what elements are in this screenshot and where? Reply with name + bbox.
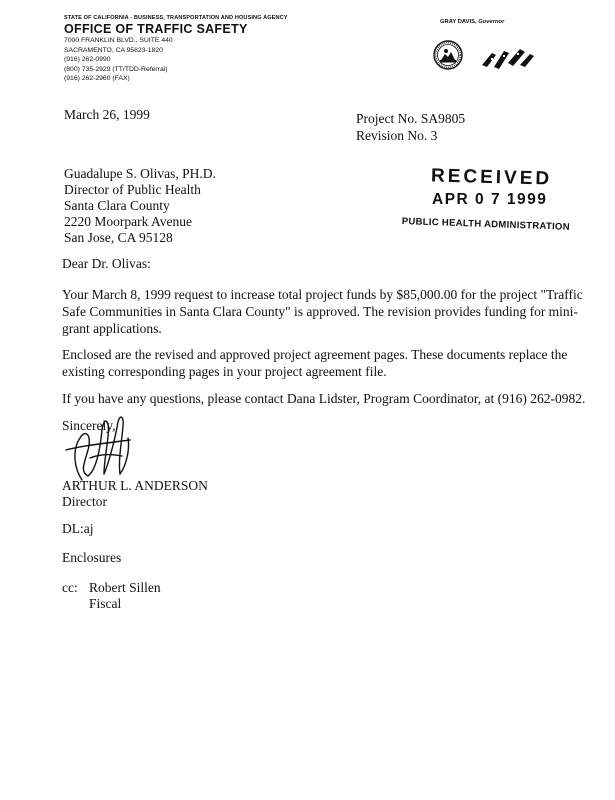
paragraph-line: grant applications.	[62, 321, 162, 336]
letterhead-address	[64, 36, 173, 84]
recipient-title: Director of Public Health	[64, 182, 201, 197]
recipient-name: Guadalupe S. Olivas, PH.D.	[64, 166, 216, 181]
body-paragraph	[62, 390, 586, 407]
recipient-address	[64, 166, 216, 246]
salutation: Dear Dr. Olivas:	[62, 256, 151, 271]
signer-title: Director	[62, 494, 107, 509]
office-name: OFFICE OF TRAFFIC SAFETY	[64, 22, 248, 36]
closing: Sincerely,	[62, 418, 116, 433]
address-line: SACRAMENTO, CA 95823-1820	[64, 46, 163, 54]
typist-initials: DL:aj	[62, 521, 94, 536]
paragraph-line: Enclosed are the revised and approved project agreement pages. These documents replace the	[62, 347, 568, 362]
received-stamp-org: PUBLIC HEALTH ADMINISTRATION	[401, 216, 571, 233]
project-number: Project No. SA9805	[356, 111, 466, 126]
received-stamp: RECEIVED	[430, 165, 553, 190]
cc-recipient: Fiscal	[89, 596, 122, 611]
paragraph-line: existing corresponding pages in your project agreement file.	[62, 364, 387, 379]
received-stamp-date: APR 0 7 1999	[432, 191, 548, 208]
body-paragraph	[62, 286, 583, 337]
letter-date: March 26, 1999	[64, 107, 150, 122]
governor-line	[440, 19, 504, 25]
body-paragraph	[62, 346, 572, 380]
paragraph-line: If you have any questions, please contact Dana Lidster, Program Coordinator, at (916) 262-0982.	[62, 391, 586, 406]
agency-line: STATE OF CALIFORNIA - BUSINESS, TRANSPORTATION AND HOUSING AGENCY	[64, 15, 288, 21]
phone-line: (916) 262-0990	[64, 56, 111, 64]
address-line: 7000 FRANKLIN BLVD., SUITE 440	[64, 37, 173, 44]
recipient-street: 2220 Moorpark Avenue	[64, 214, 192, 229]
cc-recipient: Robert Sillen	[89, 580, 161, 595]
recipient-organization: Santa Clara County	[64, 198, 170, 213]
governor-title: Governor	[478, 19, 505, 25]
state-seal-icon	[433, 40, 463, 70]
recipient-city: San Jose, CA 95128	[64, 230, 173, 245]
enclosures-note: Enclosures	[62, 550, 122, 565]
cc-label: cc:	[62, 580, 78, 595]
governor-name: GRAY DAVIS,	[440, 19, 479, 25]
revision-number: Revision No. 3	[356, 128, 438, 143]
paragraph-line: Your March 8, 1999 request to increase total project funds by $85,000.00 for the project "Traffic	[62, 287, 583, 302]
paragraph-line: Safe Communities in Santa Clara County" is approved. The revision provides funding for mini-	[62, 304, 578, 319]
fax-line: (916) 262-2960 (FAX)	[64, 75, 130, 83]
phone-line: (800) 735-2929 (TT/TDD-Referral)	[64, 65, 168, 73]
ots-logo-icon	[478, 45, 538, 71]
signer-name: ARTHUR L. ANDERSON	[62, 478, 208, 493]
